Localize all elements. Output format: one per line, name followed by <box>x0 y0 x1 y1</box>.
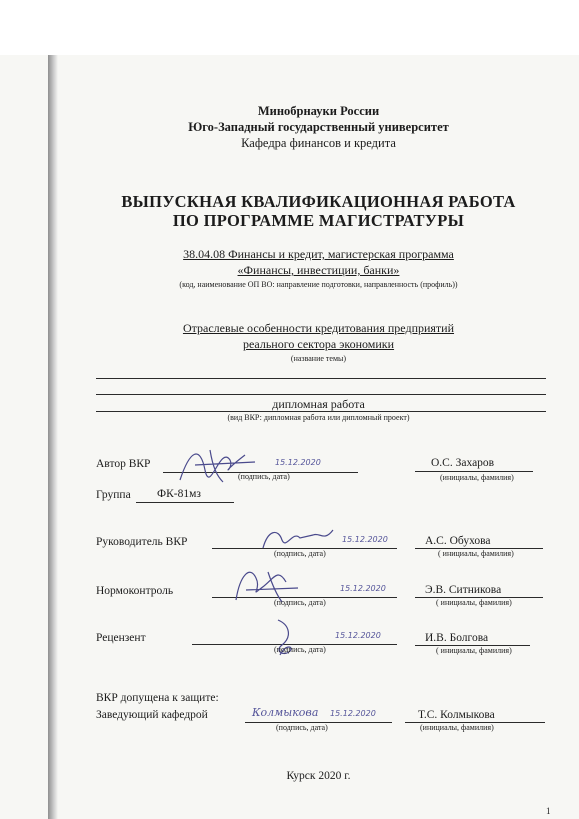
theme-caption: (название темы) <box>290 354 347 363</box>
university-name: Юго-Западный государственный университет <box>188 120 449 134</box>
author-name-line <box>415 471 533 472</box>
supervisor-sign-caption: (подпись, дата) <box>274 549 326 558</box>
theme-blank-line-1 <box>96 378 546 379</box>
document-page <box>0 55 579 819</box>
ministry-name: Минобрнауки России <box>257 104 380 118</box>
reviewer-label: Рецензент <box>96 632 146 644</box>
supervisor-name: А.С. Обухова <box>425 535 491 547</box>
author-name-caption: (инициалы, фамилия) <box>440 473 514 482</box>
supervisor-date: 15.12.2020 <box>342 535 388 544</box>
document-title-line2: ПО ПРОГРАММЕ МАГИСТРАТУРЫ <box>172 211 465 230</box>
normcontrol-sign-caption: (подпись, дата) <box>274 598 326 607</box>
city-year: Курск 2020 г. <box>286 770 351 782</box>
work-type-caption: (вид ВКР: дипломная работа или дипломный проект) <box>227 413 410 422</box>
work-type-line <box>96 411 546 412</box>
head-signature: Колмыкова <box>252 706 319 719</box>
reviewer-signature <box>268 615 308 665</box>
work-type-value: дипломная работа <box>272 397 365 411</box>
group-label: Группа <box>96 489 131 501</box>
supervisor-label: Руководитель ВКР <box>96 536 188 548</box>
program-line2: «Финансы, инвестиции, банки» <box>237 263 400 277</box>
head-of-department-label: Заведующий кафедрой <box>96 709 208 721</box>
program-line1: 38.04.08 Финансы и кредит, магистерская программа <box>183 247 454 261</box>
scan-binding-shadow <box>48 55 58 819</box>
normcontrol-name-caption: ( инициалы, фамилия) <box>436 598 512 607</box>
group-line <box>136 502 234 503</box>
head-date: 15.12.2020 <box>330 709 376 718</box>
supervisor-name-caption: ( инициалы, фамилия) <box>438 549 514 558</box>
normcontrol-label: Нормоконтроль <box>96 585 174 597</box>
reviewer-name: И.В. Болгова <box>425 632 489 644</box>
group-value: ФК-81мз <box>157 488 201 500</box>
author-signature <box>175 440 265 490</box>
reviewer-sign-caption: (подпись, дата) <box>274 645 326 654</box>
program-caption: (код, наименование ОП ВО: направление подготовки, направленность (профиль)) <box>179 280 458 289</box>
author-label: Автор ВКР <box>96 458 151 470</box>
department-name: Кафедра финансов и кредита <box>241 136 396 150</box>
document-title-line1: ВЫПУСКНАЯ КВАЛИФИКАЦИОННАЯ РАБОТА <box>121 192 516 211</box>
theme-blank-line-2 <box>96 394 546 395</box>
reviewer-date: 15.12.2020 <box>335 631 381 640</box>
author-date: 15.12.2020 <box>275 458 321 467</box>
theme-line1: Отраслевые особенности кредитования предприятий <box>182 321 455 335</box>
page-number: 1 <box>546 806 551 816</box>
author-name: О.С. Захаров <box>431 457 495 469</box>
head-name-caption: (инициалы, фамилия) <box>420 723 494 732</box>
author-sign-caption: (подпись, дата) <box>238 472 290 481</box>
normcontrol-name: Э.В. Ситникова <box>425 584 502 596</box>
head-name: Т.С. Колмыкова <box>418 709 495 721</box>
normcontrol-date: 15.12.2020 <box>340 584 386 593</box>
theme-line2: реального сектора экономики <box>242 337 395 351</box>
admission-label: ВКР допущена к защите: <box>96 692 219 704</box>
reviewer-name-caption: ( инициалы, фамилия) <box>436 646 512 655</box>
head-sign-caption: (подпись, дата) <box>276 723 328 732</box>
